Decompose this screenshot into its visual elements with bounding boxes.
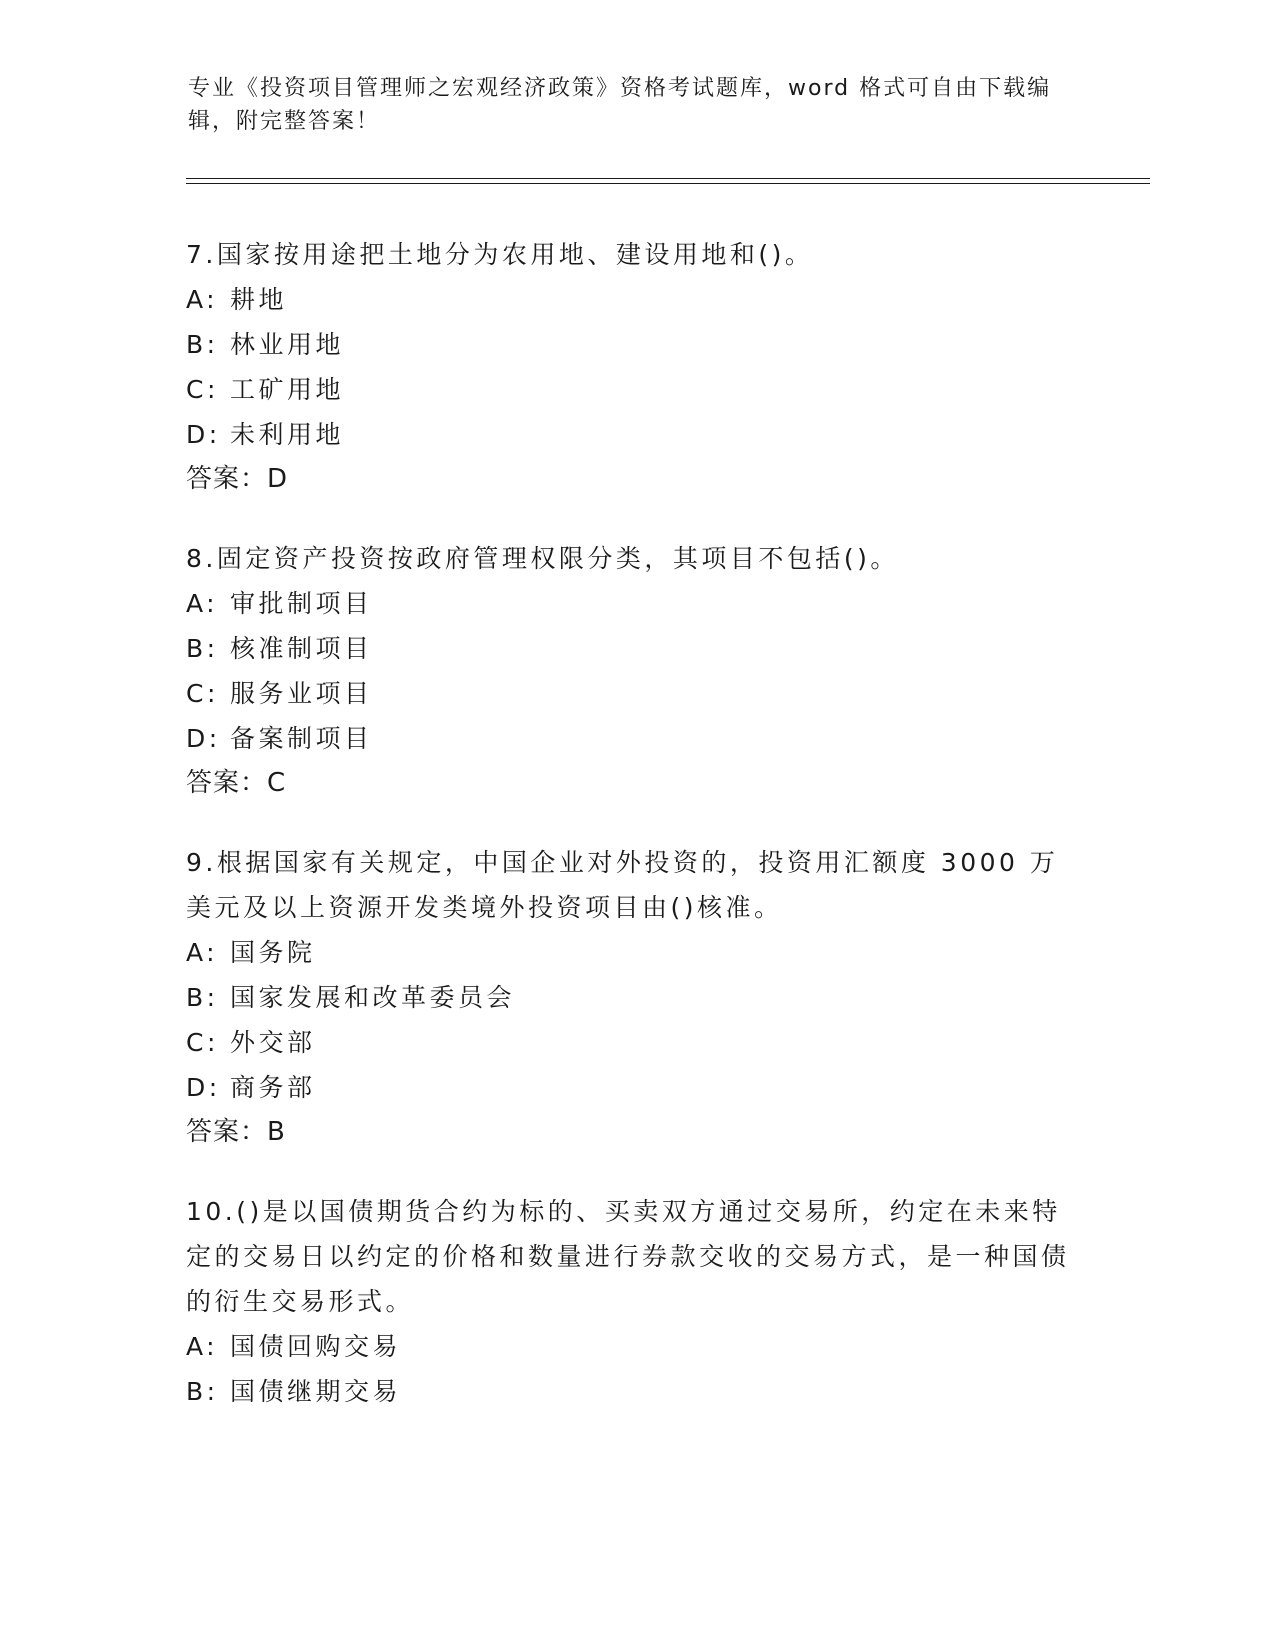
option-text: 商务部 (230, 1073, 316, 1102)
option-c (186, 1020, 1086, 1065)
option-letter: A: (186, 938, 219, 967)
option-a (186, 1324, 1086, 1369)
option-letter: D: (186, 724, 221, 753)
question-text: 7.国家按用途把土地分为农用地、建设用地和()。 (186, 240, 814, 269)
option-letter: C: (186, 1028, 219, 1057)
option-text: 服务业项目 (230, 679, 373, 708)
option-letter: B: (186, 634, 219, 663)
header-rule-top (186, 178, 1150, 179)
option-a (186, 930, 1086, 975)
option-text: 工矿用地 (230, 375, 345, 404)
option-letter: B: (186, 983, 219, 1012)
option-text: 国债回购交易 (230, 1332, 402, 1361)
option-letter: A: (186, 1332, 219, 1361)
option-letter: B: (186, 330, 219, 359)
option-text: 备案制项目 (230, 724, 373, 753)
option-letter: C: (186, 375, 219, 404)
question-text: 8.固定资产投资按政府管理权限分类，其项目不包括()。 (186, 544, 899, 573)
header-rule-bottom (186, 183, 1150, 184)
option-letter: A: (186, 589, 219, 618)
question-list (186, 232, 1086, 1448)
option-text: 核准制项目 (230, 634, 373, 663)
option-d (186, 716, 1086, 761)
option-b (186, 626, 1086, 671)
option-letter: A: (186, 285, 219, 314)
answer-line: 答案：D (186, 464, 289, 494)
option-b (186, 975, 1086, 1020)
question-8 (186, 536, 1086, 806)
document-header: 专业《投资项目管理师之宏观经济政策》资格考试题库，word 格式可自由下载编辑，附完整答案！ (188, 76, 1052, 134)
option-text: 外交部 (230, 1028, 316, 1057)
question-7 (186, 232, 1086, 502)
answer-line: 答案：B (186, 1117, 286, 1147)
option-c (186, 671, 1086, 716)
option-d (186, 1065, 1086, 1110)
option-letter: D: (186, 1073, 221, 1102)
option-text: 国务院 (230, 938, 316, 967)
option-text: 林业用地 (230, 330, 345, 359)
option-text: 审批制项目 (230, 589, 373, 618)
question-10 (186, 1189, 1086, 1414)
question-text: 10.()是以国债期货合约为标的、买卖双方通过交易所，约定在未来特定的交易日以约定的价格和数量进行券款交收的交易方式，是一种国债的衍生交易形式。 (186, 1197, 1070, 1316)
option-a (186, 277, 1086, 322)
option-text: 国债继期交易 (230, 1377, 402, 1406)
option-d (186, 412, 1086, 457)
answer-line: 答案：C (186, 768, 287, 798)
question-text: 9.根据国家有关规定，中国企业对外投资的，投资用汇额度 3000 万美元及以上资源开发类境外投资项目由()核准。 (186, 848, 1059, 922)
option-letter: B: (186, 1377, 219, 1406)
option-text: 未利用地 (230, 420, 345, 449)
option-text: 国家发展和改革委员会 (230, 983, 516, 1012)
option-letter: C: (186, 679, 219, 708)
option-b (186, 1369, 1086, 1414)
option-letter: D: (186, 420, 221, 449)
option-c (186, 367, 1086, 412)
question-9 (186, 840, 1086, 1155)
option-b (186, 322, 1086, 367)
option-a (186, 581, 1086, 626)
option-text: 耕地 (230, 285, 288, 314)
